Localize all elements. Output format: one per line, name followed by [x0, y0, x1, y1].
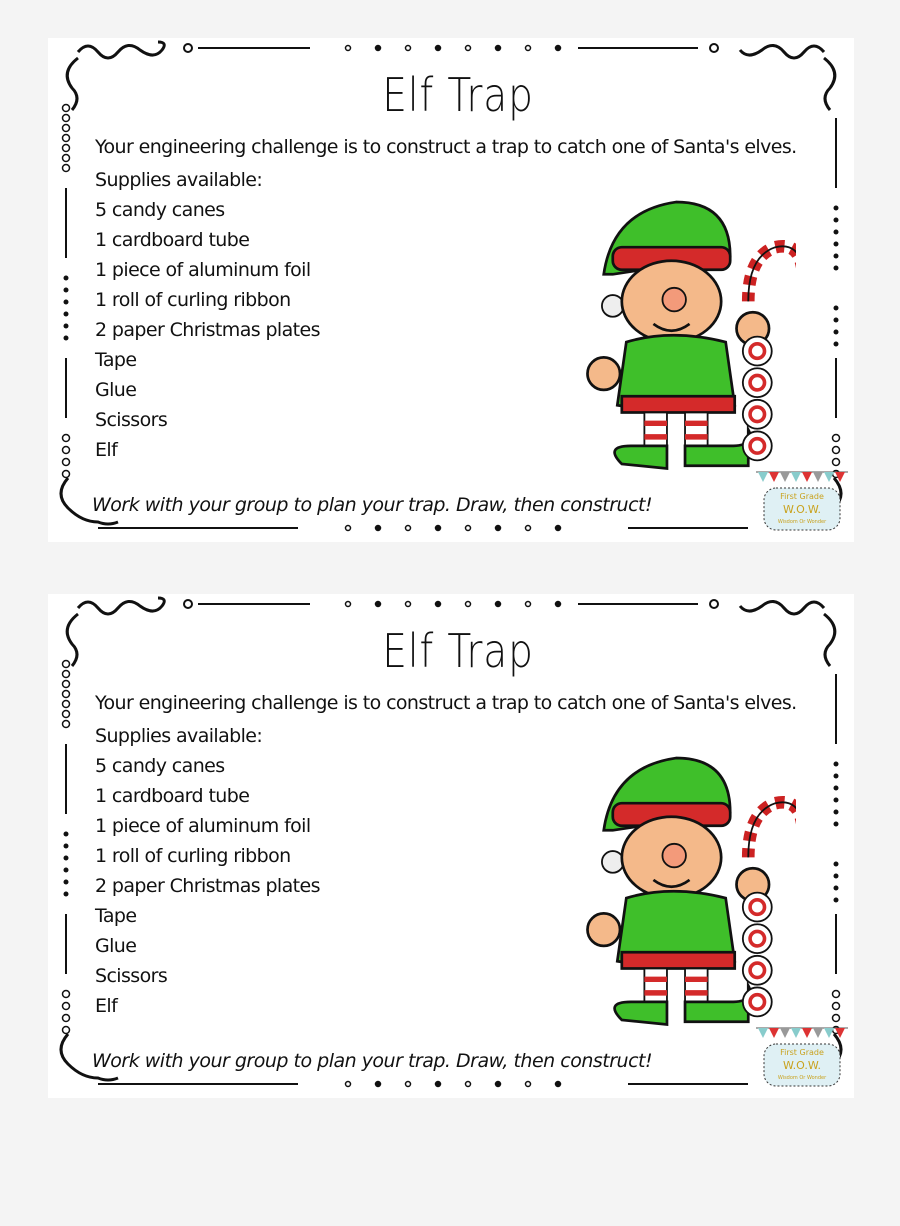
- supply-item: Tape: [95, 349, 137, 371]
- supplies-list: [95, 721, 320, 1021]
- supply-item: 1 piece of aluminum foil: [95, 259, 311, 281]
- first-grade-wow-logo: [754, 466, 850, 536]
- footer-instructions: Work with your group to plan your trap. Draw, then construct!: [92, 494, 653, 516]
- challenge-text: Your engineering challenge is to construct a trap to catch one of Santa's elves.: [95, 692, 797, 714]
- supply-item: Scissors: [95, 409, 168, 431]
- supply-item: 2 paper Christmas plates: [95, 319, 320, 341]
- card-title: Elf Trap: [382, 68, 534, 122]
- supply-item: 1 roll of curling ribbon: [95, 845, 291, 867]
- elf-illustration: [556, 193, 796, 473]
- svg-text:First Grade: First Grade: [780, 1048, 824, 1057]
- supply-item: 5 candy canes: [95, 755, 225, 777]
- footer-instructions: Work with your group to plan your trap. Draw, then construct!: [92, 1050, 653, 1072]
- svg-text:Wisdom Or Wonder: Wisdom Or Wonder: [777, 1075, 827, 1081]
- supplies-heading: Supplies available:: [95, 169, 263, 191]
- elf-illustration: [556, 749, 796, 1029]
- supply-item: Elf: [95, 995, 118, 1017]
- first-grade-wow-logo: [754, 1022, 850, 1092]
- svg-text:W.O.W.: W.O.W.: [783, 503, 821, 516]
- svg-text:W.O.W.: W.O.W.: [783, 1059, 821, 1072]
- svg-text:First Grade: First Grade: [780, 492, 824, 501]
- challenge-text: Your engineering challenge is to construct a trap to catch one of Santa's elves.: [95, 136, 797, 158]
- supply-item: 5 candy canes: [95, 199, 225, 221]
- elf-trap-card: [48, 38, 854, 542]
- card-title: Elf Trap: [382, 624, 534, 678]
- supply-item: Scissors: [95, 965, 168, 987]
- supplies-heading: Supplies available:: [95, 725, 263, 747]
- svg-text:Wisdom Or Wonder: Wisdom Or Wonder: [777, 519, 827, 525]
- supply-item: 1 cardboard tube: [95, 785, 250, 807]
- supply-item: 1 cardboard tube: [95, 229, 250, 251]
- supply-item: Glue: [95, 935, 137, 957]
- supply-item: Tape: [95, 905, 137, 927]
- supply-item: 1 piece of aluminum foil: [95, 815, 311, 837]
- elf-trap-card: [48, 594, 854, 1098]
- supply-item: 2 paper Christmas plates: [95, 875, 320, 897]
- supply-item: Glue: [95, 379, 137, 401]
- supply-item: 1 roll of curling ribbon: [95, 289, 291, 311]
- supply-item: Elf: [95, 439, 118, 461]
- supplies-list: [95, 165, 320, 465]
